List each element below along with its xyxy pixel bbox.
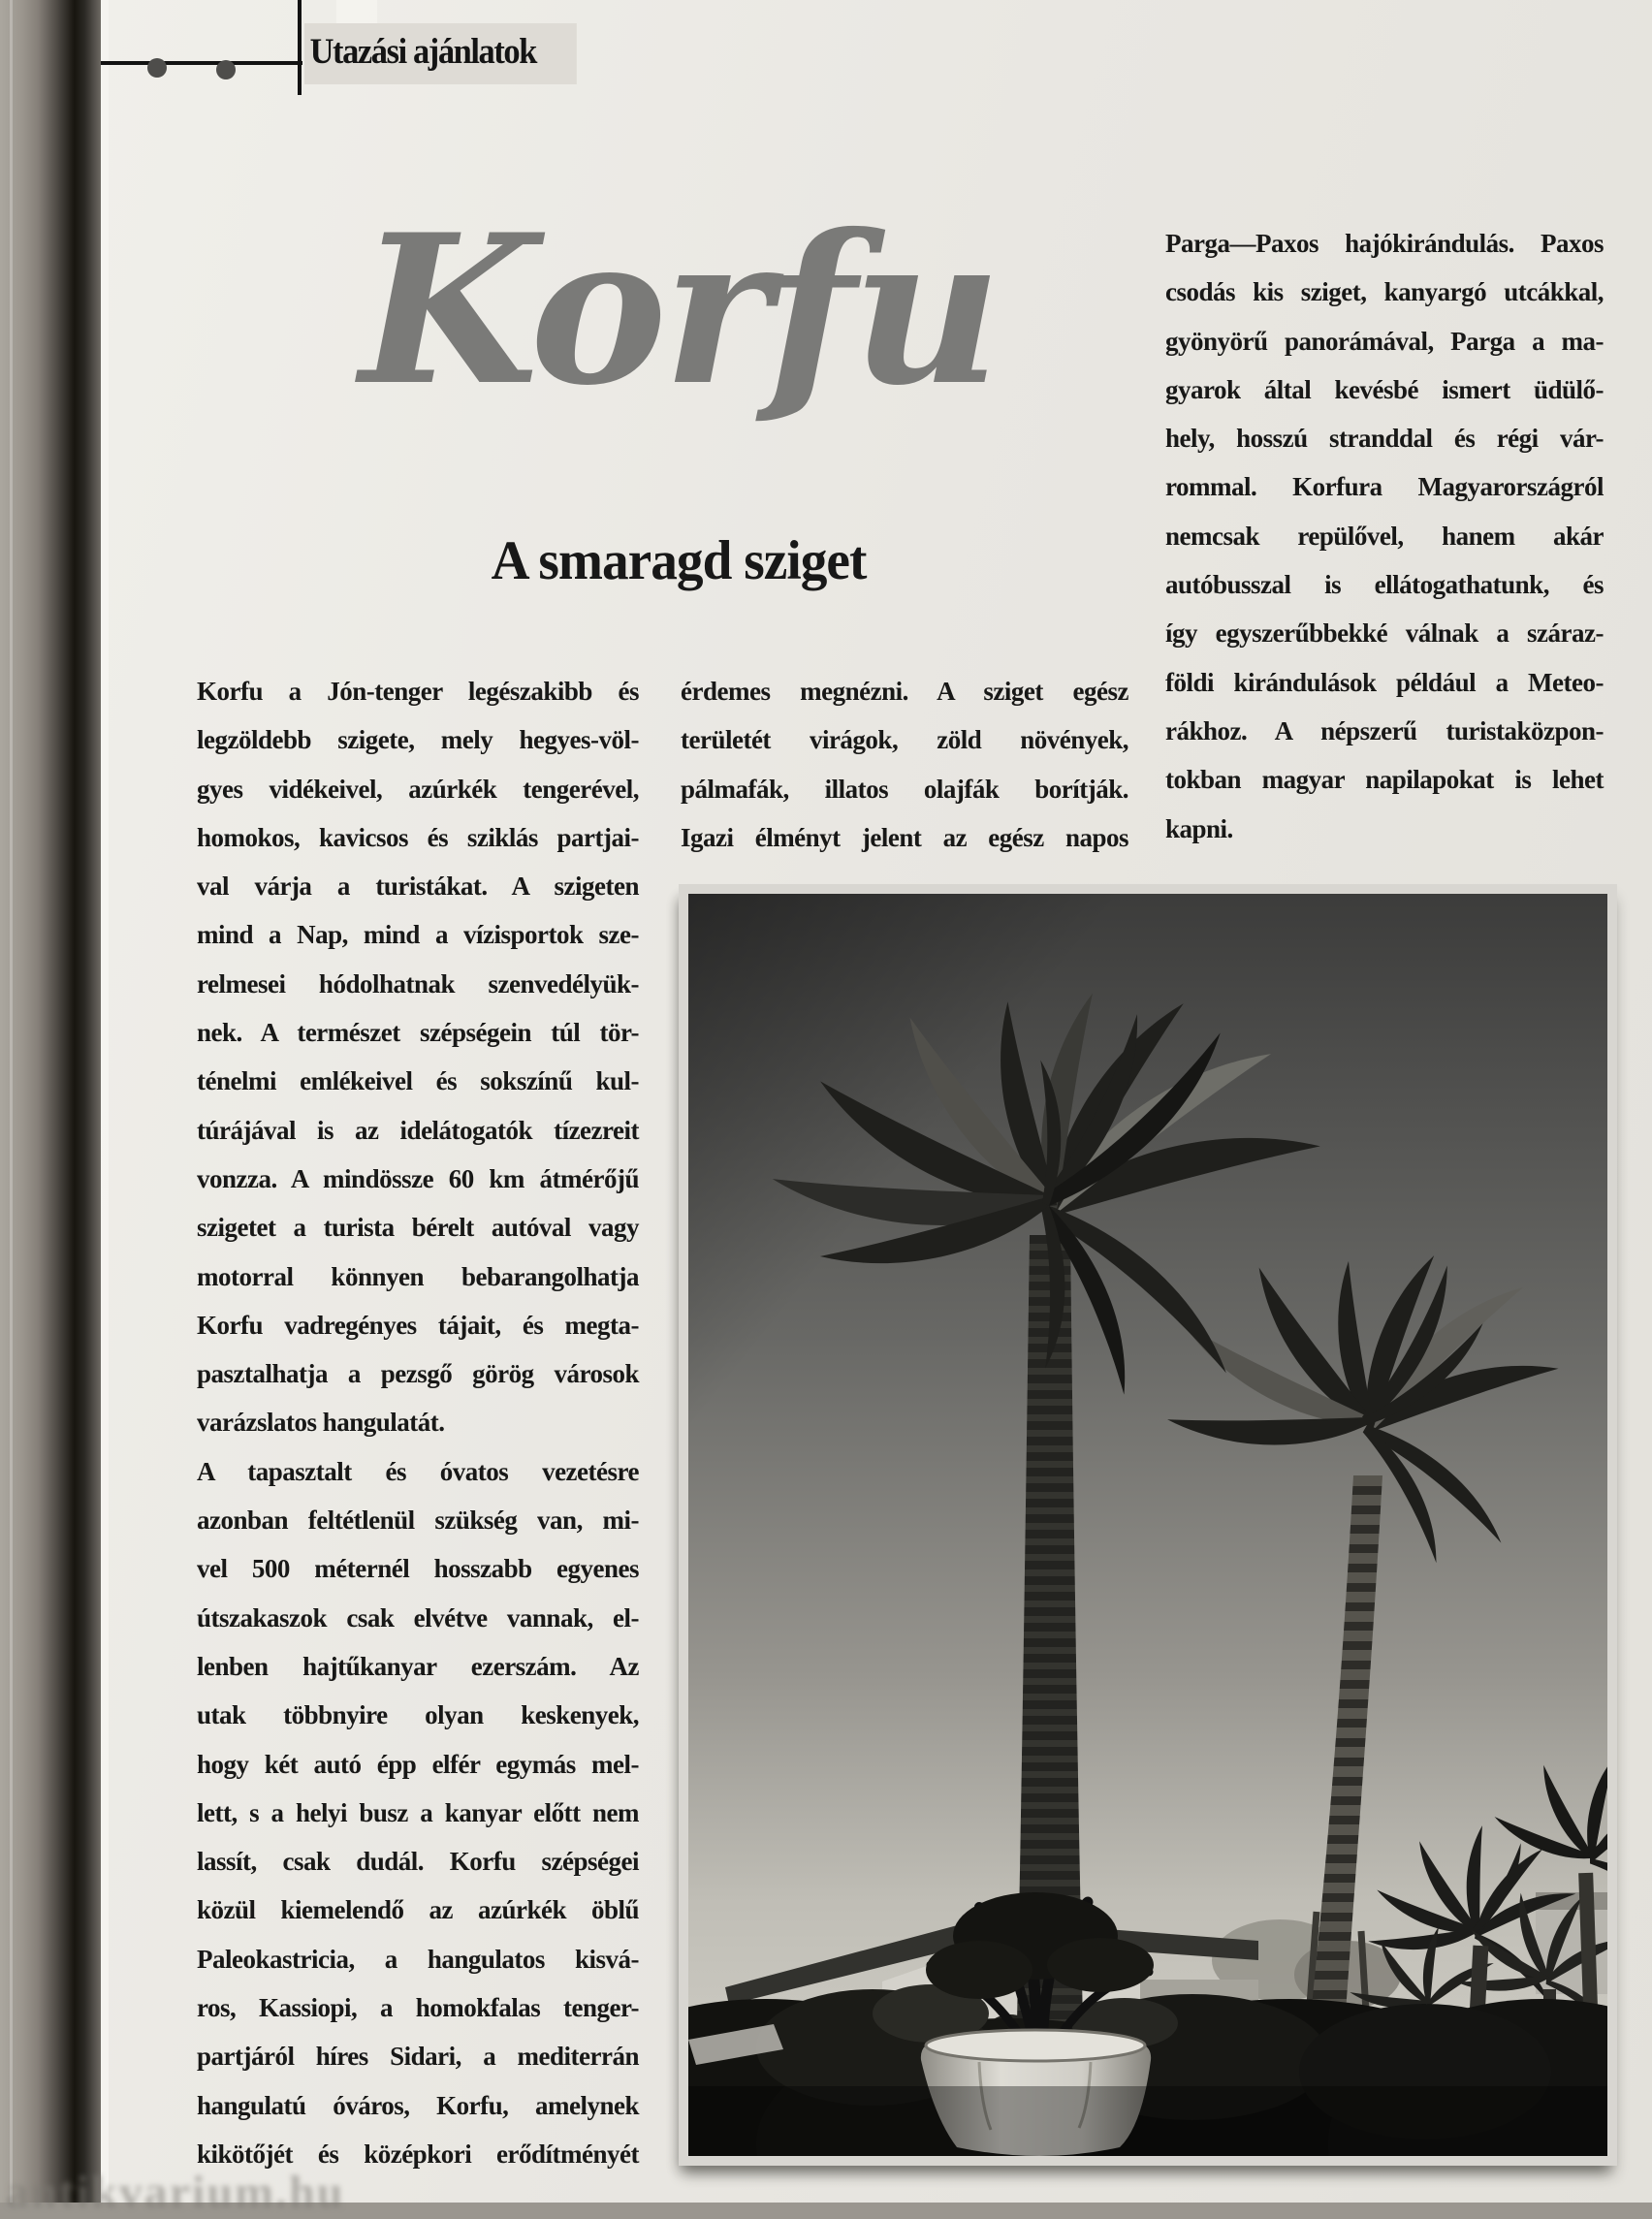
text-line: földi kirándulások például a Meteo- bbox=[1165, 667, 1604, 697]
text-line: kikötőjét és középkori erődítményét bbox=[197, 2139, 639, 2169]
text-line: közül kiemelendő az azúrkék öblű bbox=[197, 1895, 639, 1925]
section-header: Utazási ajánlatok bbox=[304, 23, 577, 84]
text-line: gyönyörű panorámával, Parga a ma- bbox=[1165, 326, 1604, 356]
text-line: hely, hosszú stranddal és régi vár- bbox=[1165, 424, 1604, 454]
text-line: tokban magyar napilapokat is lehet bbox=[1165, 765, 1604, 795]
text-line: ros, Kassiopi, a homokfalas tenger- bbox=[197, 1993, 639, 2023]
text-line: utak többnyire olyan keskenyek, bbox=[197, 1700, 639, 1730]
header-dot-icon bbox=[216, 60, 236, 79]
text-line: gyarok által kevésbé ismert üdülő- bbox=[1165, 374, 1604, 404]
text-line: csodás kis sziget, kanyargó utcákkal, bbox=[1165, 277, 1604, 307]
text-line: gyes vidékeivel, azúrkék tengerével, bbox=[197, 774, 639, 804]
photo-frame bbox=[679, 884, 1617, 2166]
scan-watermark: antikvarium.hu bbox=[6, 2167, 345, 2218]
text-line: partjáról híres Sidari, a mediterrán bbox=[197, 2042, 639, 2072]
text-line: Korfu vadregényes tájait, és megta- bbox=[197, 1310, 639, 1340]
text-line: Igazi élményt jelent az egész napos bbox=[681, 822, 1128, 852]
text-line: Korfu a Jón-tenger legészakibb és bbox=[197, 677, 639, 706]
text-line: kapni. bbox=[1165, 813, 1233, 843]
text-line: útszakaszok csak elvétve vannak, el- bbox=[197, 1602, 639, 1633]
text-line: lassít, csak dudál. Korfu szépségei bbox=[197, 1847, 639, 1877]
text-line: homokos, kavicsos és sziklás partjai- bbox=[197, 822, 639, 852]
body-column-middle bbox=[681, 667, 1128, 862]
header-vertical-rule bbox=[298, 0, 302, 95]
text-line: lenben hajtűkanyar ezerszám. Az bbox=[197, 1651, 639, 1681]
article-title-script: Korfu bbox=[359, 189, 999, 430]
text-line: szigetet a turista bérelt autóval vagy bbox=[197, 1213, 639, 1243]
text-line: hogy két autó épp elfér egymás mel- bbox=[197, 1749, 639, 1779]
text-line: Paleokastricia, a hangulatos kisvá- bbox=[197, 1944, 639, 1974]
text-line: érdemes megnézni. A sziget egész bbox=[681, 677, 1128, 706]
photo-illustration bbox=[688, 894, 1607, 2156]
text-line: nemcsak repülővel, hanem akár bbox=[1165, 521, 1604, 551]
text-line: pasztalhatja a pezsgő görög városok bbox=[197, 1359, 639, 1389]
page-edge-highlight bbox=[101, 0, 109, 2203]
article-subtitle: A smaragd sziget bbox=[491, 530, 867, 591]
text-line: mind a Nap, mind a vízisportok sze- bbox=[197, 920, 639, 950]
text-line: vel 500 méternél hosszabb egyenes bbox=[197, 1554, 639, 1584]
text-line: Parga—Paxos hajókirándulás. Paxos bbox=[1165, 229, 1604, 258]
text-line: hangulatú óváros, Korfu, amelynek bbox=[197, 2090, 639, 2120]
text-line: túrájával is az idelátogatók tízezreit bbox=[197, 1115, 639, 1145]
body-column-left bbox=[197, 667, 639, 2178]
text-line: rákhoz. A népszerű turistaközpon- bbox=[1165, 715, 1604, 745]
text-line: azonban feltétlenül szükség van, mi- bbox=[197, 1506, 639, 1536]
text-line: területét virágok, zöld növények, bbox=[681, 725, 1128, 755]
book-spine-edge bbox=[0, 0, 101, 2203]
text-line: vonzza. A mindössze 60 km átmérőjű bbox=[197, 1163, 639, 1193]
text-line: lett, s a helyi busz a kanyar előtt nem bbox=[197, 1797, 639, 1827]
header-horizontal-rule bbox=[101, 61, 302, 65]
text-line: A tapasztalt és óvatos vezetésre bbox=[197, 1456, 639, 1486]
text-line: pálmafák, illatos olajfák borítják. bbox=[681, 774, 1128, 804]
text-line: ténelmi emlékeivel és sokszínű kul- bbox=[197, 1066, 639, 1096]
text-line: nek. A természet szépségein túl tör- bbox=[197, 1018, 639, 1048]
palm-trees-photo bbox=[688, 894, 1607, 2156]
text-line: legzöldebb szigete, mely hegyes-völ- bbox=[197, 725, 639, 755]
text-line: val várja a turistákat. A szigeten bbox=[197, 872, 639, 902]
text-line: így egyszerűbbekké válnak a száraz- bbox=[1165, 618, 1604, 649]
body-column-right bbox=[1165, 219, 1604, 853]
text-line: varázslatos hangulatát. bbox=[197, 1408, 445, 1438]
text-line: relmesei hódolhatnak szenvedélyük- bbox=[197, 968, 639, 999]
text-line: motorral könnyen bebarangolhatja bbox=[197, 1261, 639, 1291]
text-line: autóbusszal is ellátogathatunk, és bbox=[1165, 570, 1604, 600]
header-dot-icon bbox=[147, 58, 167, 78]
text-line: rommal. Korfura Magyarországról bbox=[1165, 472, 1604, 502]
